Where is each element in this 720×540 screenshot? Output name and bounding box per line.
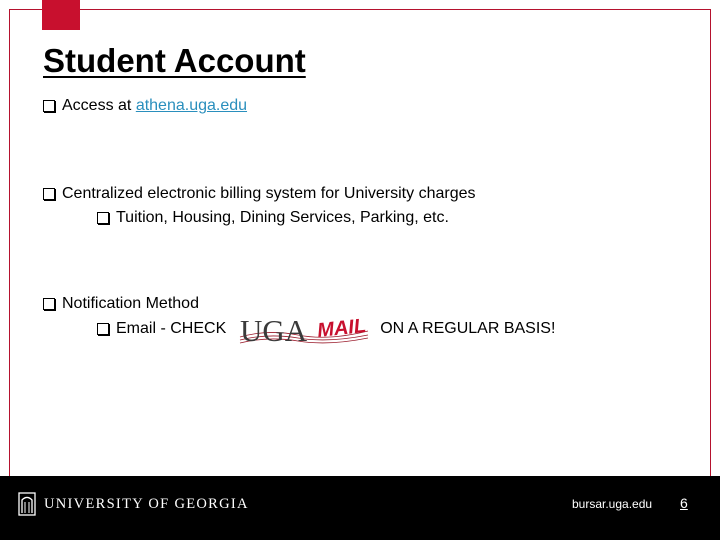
red-accent-tab [42,0,80,30]
checkbox-bullet-icon [43,188,55,200]
bullet-notification-text: Notification Method [62,295,199,312]
sub-bullet-charges-text: Tuition, Housing, Dining Services, Parking, etc. [116,209,449,226]
sub-bullet-email-after: ON A REGULAR BASIS! [380,320,556,337]
bullet-access-prefix: Access at [62,97,132,114]
bullet-access [43,96,247,116]
page-number: 6 [680,495,688,511]
checkbox-bullet-icon [43,298,55,310]
sub-bullet-charges [97,208,449,228]
athena-link[interactable]: athena.uga.edu [135,97,248,114]
ugamail-logo [238,309,372,349]
bullet-billing [43,184,476,204]
slide-title: Student Account [43,42,306,79]
checkbox-bullet-icon [97,212,109,224]
sub-bullet-email-before: Email - CHECK [116,320,227,337]
uga-arch-icon [18,492,36,516]
bullet-billing-text: Centralized electronic billing system for University charges [62,185,476,202]
checkbox-bullet-icon [97,323,109,335]
sub-bullet-email [97,309,555,349]
ugamail-uga-text: UGA [240,313,308,348]
footer-url: bursar.uga.edu [572,497,653,511]
checkbox-bullet-icon [43,100,55,112]
uga-footer-logo [18,492,249,516]
university-wordmark: UNIVERSITY OF GEORGIA [44,495,249,512]
slide-frame [9,9,711,531]
ugamail-mail-text: MAIL [316,314,368,342]
